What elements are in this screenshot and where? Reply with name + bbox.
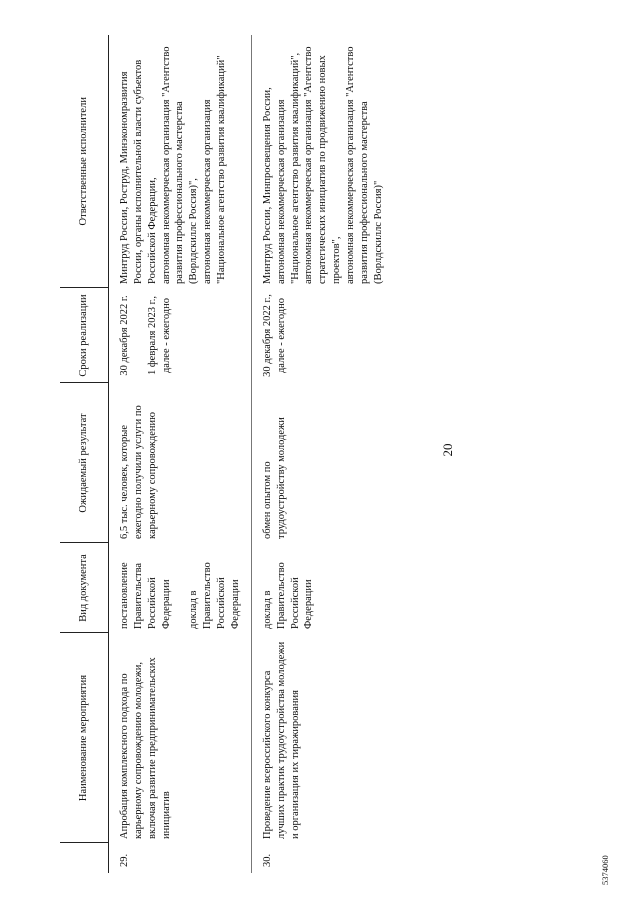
executor-item: Минтруд России, Минпросвещения России, автономная некоммерческая организация "Национальное агентство развития квалификаций",: [261, 52, 301, 284]
document-type-item: доклад в Правительство Российской Федерации: [188, 562, 242, 629]
table-row: [251, 35, 393, 873]
table-row: [109, 35, 252, 873]
row-number: 30.: [261, 853, 273, 867]
document-type-item: доклад в Правительство Российской Федерации: [261, 562, 315, 629]
header-executors: Ответственные исполнители: [60, 35, 109, 288]
header-number: [60, 843, 109, 873]
expected-result: обмен опытом по трудоустройству молодежи: [261, 417, 287, 539]
deadline: [109, 288, 252, 383]
deadline-item: 30 декабря 2022 г., далее - ежегодно: [261, 294, 287, 377]
row-number: 29.: [109, 843, 252, 873]
executor-item: автономная некоммерческая организация "Агентство развития профессионального мастерства (Ворлдскиллс Россия)",: [160, 46, 200, 284]
measures-table: [60, 35, 394, 873]
header-document-type: Вид документа: [60, 543, 109, 633]
document-type-item: постановление Правительства Российской Федерации: [119, 562, 172, 629]
executor-item: автономная некоммерческая организация "Агентство развития профессионального мастерства (Ворлдскиллс Россия)": [345, 46, 384, 284]
measure-name: Апробация комплексного подхода по карьерному сопровождению молодежи, включая развитие предпринимательских инициатив: [109, 633, 252, 843]
executor-item: автономная некоммерческая организация "Национальное агентство развития квалификаций": [202, 55, 228, 284]
executors: [251, 35, 393, 288]
page-number: 20: [440, 443, 455, 457]
header-deadline: Сроки реализации: [60, 288, 109, 383]
deadline-item: 1 февраля 2023 г., далее - ежегодно: [146, 296, 172, 375]
measure-name: Проведение всероссийского конкурса лучших практик трудоустройства молодежи и организация их тиражирования: [261, 641, 301, 839]
header-expected-result: Ожидаемый результат: [60, 383, 109, 543]
deadline-item: 30 декабря 2022 г.: [119, 295, 130, 376]
document-code: 5374060: [600, 855, 610, 885]
executors: [109, 35, 252, 288]
executor-item: Минтруд России, Роструд, Минэкономразвития России, органы исполнительной власти субъектов Российской Федерации,: [119, 59, 158, 284]
deadline: [251, 288, 393, 383]
header-measure-name: Наименование мероприятия: [60, 633, 109, 843]
table-header-row: [60, 35, 109, 873]
document-type: [109, 543, 252, 633]
expected-result: 6,5 тыс. человек, которые ежегодно получили услуги по карьерному сопровождению: [109, 383, 252, 543]
document-type: [251, 543, 393, 633]
executor-item: автономная некоммерческая организация "Агентство стратегических инициатив по продвижению новых проектов",: [303, 46, 343, 284]
